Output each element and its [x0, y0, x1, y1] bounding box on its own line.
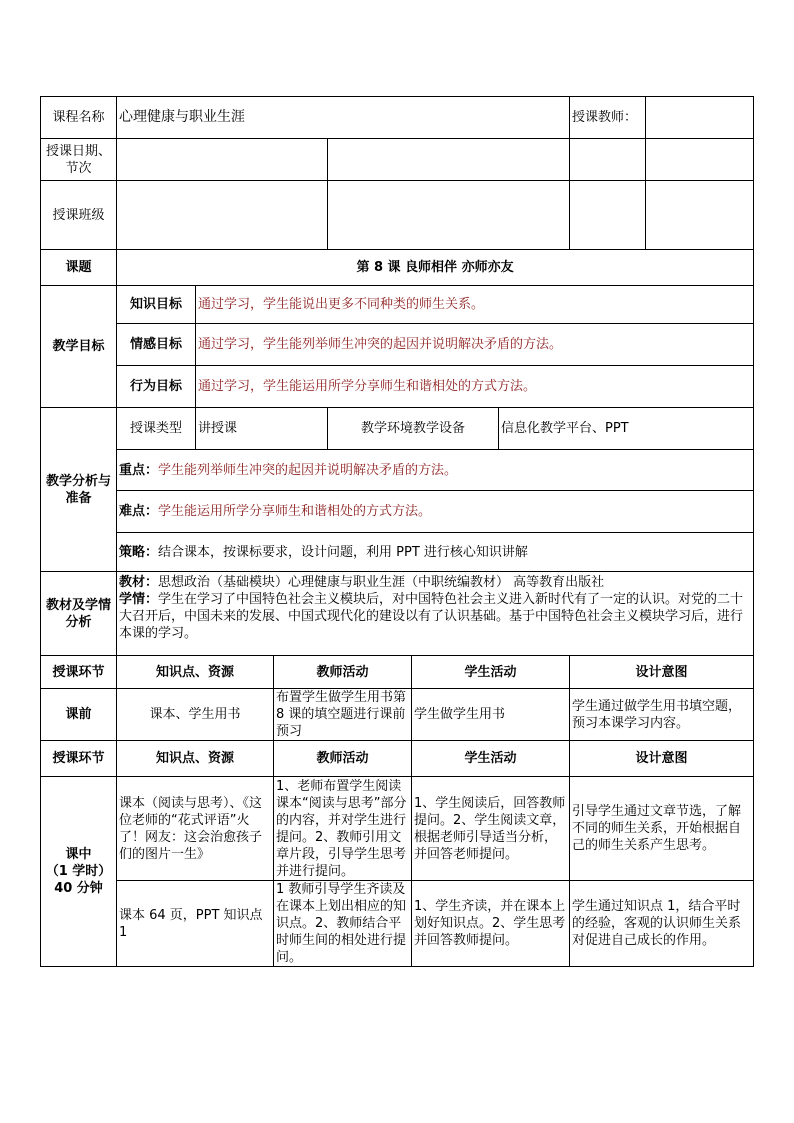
class-label: 授课班级 — [41, 181, 117, 250]
in-class-row-2 — [41, 881, 754, 967]
lesson-title-row — [41, 250, 754, 286]
col-teacher-header-2: 教师活动 — [274, 741, 412, 777]
in-class-stage-line2: （1 学时） — [45, 864, 112, 879]
class-cell-2 — [328, 181, 570, 250]
course-name-value: 心理健康与职业生涯 — [117, 97, 570, 139]
class-cell-1 — [117, 181, 328, 250]
strategy-cell — [117, 533, 754, 572]
textbook-value: 思想政治（基础模块）心理健康与职业生涯（中职统编教材） 高等教育出版社 — [158, 575, 605, 590]
col-student-header: 学生活动 — [412, 656, 570, 689]
date-row — [41, 139, 754, 181]
date-label: 授课日期、节次 — [41, 139, 117, 181]
knowledge-objective-label: 知识目标 — [117, 286, 196, 324]
in-class-2-student: 1、学生齐读，并在课本上划好知识点。2、学生思考并回答教师提问。 — [412, 881, 570, 967]
analysis-label: 教学分析与准备 — [41, 408, 117, 572]
date-cell-4 — [646, 139, 754, 181]
pre-class-teacher: 布置学生做学生用书第 8 课的填空题进行课前预习 — [274, 689, 412, 741]
in-class-row-1 — [41, 777, 754, 881]
class-cell-4 — [646, 181, 754, 250]
emotion-objective-label: 情感目标 — [117, 324, 196, 366]
course-name-label: 课程名称 — [41, 97, 117, 139]
textbook-line — [119, 574, 751, 591]
pre-class-student: 学生做学生用书 — [412, 689, 570, 741]
in-class-stage-line3: 40 分钟 — [54, 881, 103, 896]
pre-class-stage: 课前 — [41, 689, 117, 741]
materials-row — [41, 572, 754, 656]
pre-class-row — [41, 689, 754, 741]
student-situation — [119, 591, 751, 642]
key-point-prefix: 重点： — [119, 462, 159, 478]
in-class-2-design: 学生通过知识点 1，结合平时的经验，客观的认识师生关系对促进自己成长的作用。 — [570, 881, 754, 967]
key-point-text: 学生能列举师生冲突的起因并说明解决矛盾的方法。 — [158, 462, 458, 478]
in-class-1-design: 引导学生通过文章节选，了解不同的师生关系，开始根据自己的师生关系产生思考。 — [570, 777, 754, 881]
in-class-1-knowledge: 课本（阅读与思考）、《这位老师的“花式评语”火了！网友：这会治愈孩子们的图片一生》 — [117, 777, 274, 881]
lesson-type-value: 讲授课 — [196, 408, 328, 450]
textbook-prefix: 教材： — [119, 575, 159, 590]
in-class-stage — [41, 777, 117, 967]
stage-header-row-2 — [41, 741, 754, 777]
objective-behavior-row — [41, 366, 754, 408]
student-situation-text: 学生在学习了中国特色社会主义模块后，对中国特色社会主义进入新时代有了一定的认识。对党的二十大召开后，中国未来的发展、中国式现代化的建设以有了认识基础。基于中国特色社会主义模块学习后，进行本课的学习。 — [119, 592, 744, 641]
objective-knowledge-row — [41, 286, 754, 324]
in-class-2-teacher: 1 教师引导学生齐读及在课本上划出相应的知识点。2、教师结合平时师生间的相处进行提问。 — [274, 881, 412, 967]
environment-label: 教学环境教学设备 — [328, 408, 499, 450]
in-class-stage-line1: 课中 — [65, 847, 92, 862]
col-stage-header-2: 授课环节 — [41, 741, 117, 777]
difficulty-cell — [117, 491, 754, 533]
date-cell-3 — [570, 139, 646, 181]
strategy-row — [41, 533, 754, 572]
col-knowledge-header: 知识点、资源 — [117, 656, 274, 689]
pre-class-knowledge: 课本、学生用书 — [117, 689, 274, 741]
key-point-row — [41, 450, 754, 491]
environment-value: 信息化教学平台、PPT — [499, 408, 754, 450]
course-row — [41, 97, 754, 139]
strategy-text: 结合课本，按课标要求，设计问题，利用 PPT 进行核心知识讲解 — [158, 544, 528, 560]
col-teacher-header: 教师活动 — [274, 656, 412, 689]
class-cell-3 — [570, 181, 646, 250]
difficulty-row — [41, 491, 754, 533]
col-stage-header: 授课环节 — [41, 656, 117, 689]
behavior-objective-label: 行为目标 — [117, 366, 196, 408]
in-class-2-knowledge: 课本 64 页，PPT 知识点 1 — [117, 881, 274, 967]
teacher-label: 授课教师： — [570, 97, 646, 139]
difficulty-text: 学生能运用所学分享师生和谐相处的方式方法。 — [158, 504, 432, 519]
col-design-header: 设计意图 — [570, 656, 754, 689]
materials-label: 教材及学情分析 — [41, 572, 117, 656]
teacher-value — [646, 97, 754, 139]
emotion-objective-text: 通过学习，学生能列举师生冲突的起因并说明解决矛盾的方法。 — [196, 324, 754, 366]
col-knowledge-header-2: 知识点、资源 — [117, 741, 274, 777]
lesson-plan-table — [40, 96, 754, 967]
student-situation-prefix: 学情： — [119, 592, 159, 607]
lesson-label: 课题 — [41, 250, 117, 286]
in-class-1-teacher: 1、老师布置学生阅读课本“阅读与思考”部分的内容，并对学生进行提问。2、教师引用文章片段，引导学生思考并进行提问。 — [274, 777, 412, 881]
materials-cell — [117, 572, 754, 656]
date-cell-1 — [117, 139, 328, 181]
col-student-header-2: 学生活动 — [412, 741, 570, 777]
class-row — [41, 181, 754, 250]
strategy-prefix: 策略： — [119, 544, 159, 560]
col-design-header-2: 设计意图 — [570, 741, 754, 777]
lesson-title: 第 8 课 良师相伴 亦师亦友 — [117, 250, 754, 286]
date-cell-2 — [328, 139, 570, 181]
objective-emotion-row — [41, 324, 754, 366]
key-point-cell — [117, 450, 754, 491]
stage-header-row — [41, 656, 754, 689]
knowledge-objective-text: 通过学习，学生能说出更多不同种类的师生关系。 — [196, 286, 754, 324]
lesson-type-label: 授课类型 — [117, 408, 196, 450]
objectives-label: 教学目标 — [41, 286, 117, 408]
in-class-1-student: 1、学生阅读后，回答教师提问。2、学生阅读文章，根据老师引导适当分析，并回答老师提问。 — [412, 777, 570, 881]
behavior-objective-text: 通过学习，学生能运用所学分享师生和谐相处的方式方法。 — [196, 366, 754, 408]
pre-class-design: 学生通过做学生用书填空题，预习本课学习内容。 — [570, 689, 754, 741]
difficulty-prefix: 难点： — [119, 504, 159, 519]
lesson-type-row — [41, 408, 754, 450]
